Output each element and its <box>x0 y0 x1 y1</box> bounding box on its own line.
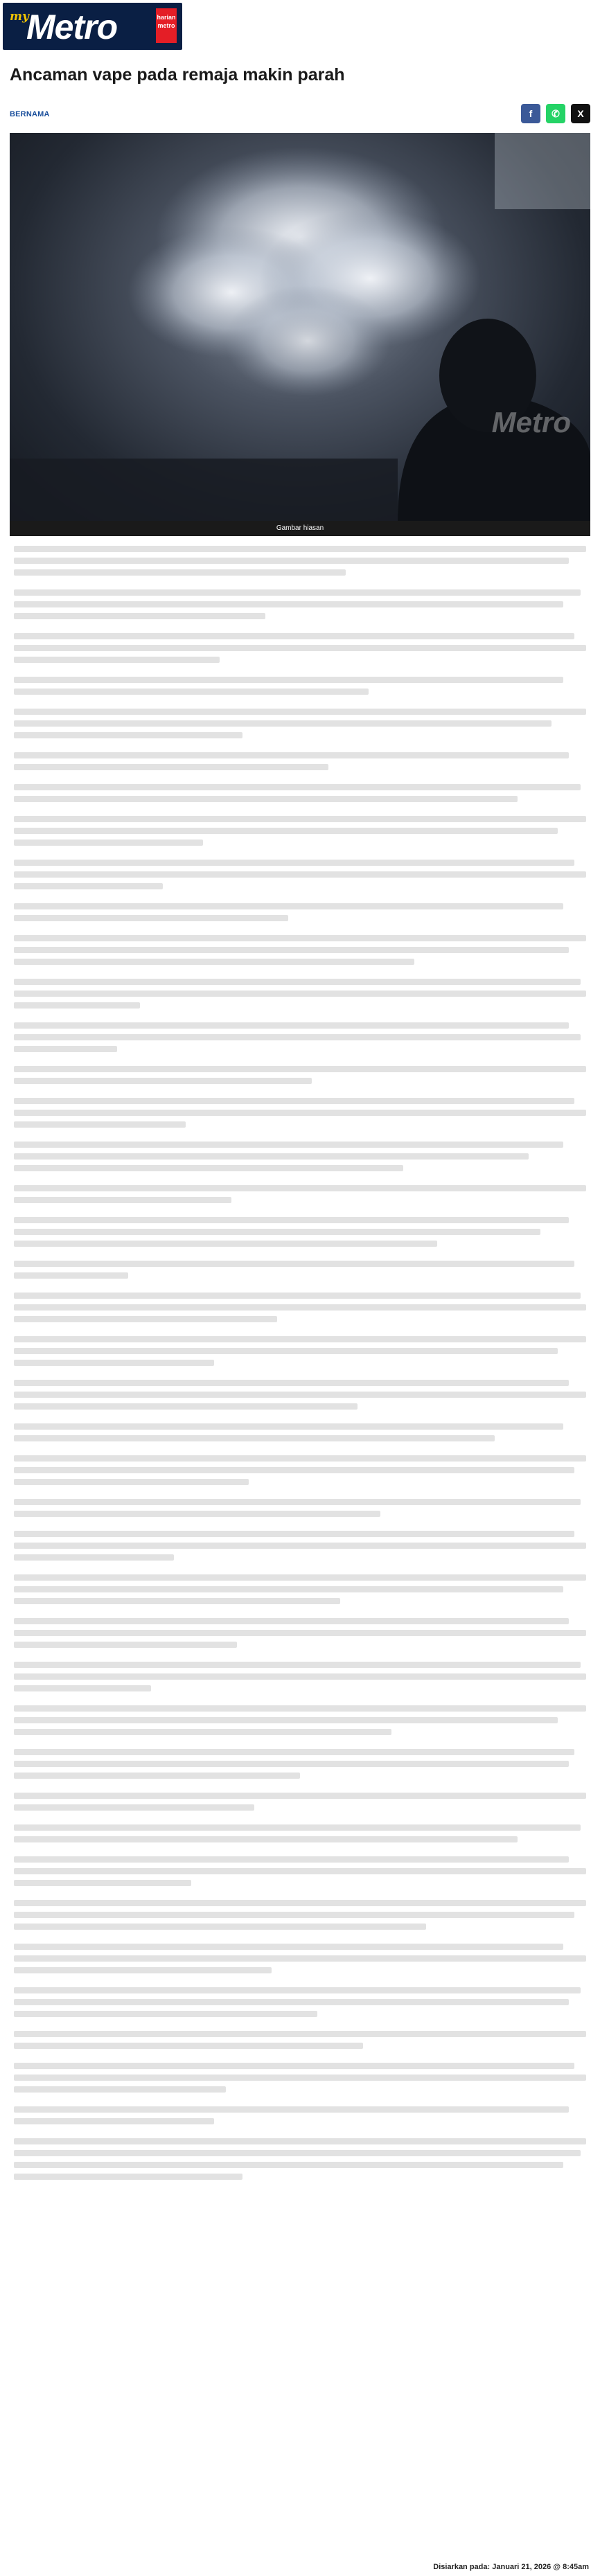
whatsapp-share-button[interactable] <box>546 104 565 123</box>
body-paragraph <box>14 1423 586 1441</box>
logo-wordmark: Metro <box>26 8 118 46</box>
facebook-share-button[interactable] <box>521 104 540 123</box>
article-meta <box>10 104 590 127</box>
body-paragraph <box>14 589 586 619</box>
share-bar <box>521 104 590 123</box>
body-paragraph <box>14 816 586 846</box>
publish-date <box>433 2563 589 2571</box>
body-paragraph <box>14 784 586 802</box>
body-paragraph <box>14 935 586 965</box>
publish-datetime: Januari 21, 2026 @ 8:45am <box>492 2563 589 2571</box>
masthead <box>0 0 600 55</box>
body-paragraph <box>14 1066 586 1084</box>
body-paragraph <box>14 2031 586 2049</box>
facebook-icon: f <box>529 108 533 119</box>
image-watermark: Metro <box>491 406 571 438</box>
body-paragraph <box>14 1793 586 1811</box>
body-paragraph <box>14 1455 586 1485</box>
body-paragraph <box>14 903 586 921</box>
body-paragraph <box>14 860 586 889</box>
body-paragraph <box>14 633 586 663</box>
article-body <box>14 546 586 2558</box>
article-headline: Ancaman vape pada remaja makin parah <box>10 65 345 85</box>
logo-badge: harian metro <box>156 8 177 43</box>
body-paragraph <box>14 1336 586 1366</box>
body-paragraph <box>14 546 586 576</box>
body-paragraph <box>14 1142 586 1171</box>
body-paragraph <box>14 1856 586 1886</box>
vape-smoke-illustration <box>10 133 590 521</box>
body-paragraph <box>14 1185 586 1203</box>
body-paragraph <box>14 1944 586 1973</box>
body-paragraph <box>14 1900 586 1930</box>
body-paragraph <box>14 1662 586 1691</box>
logo-prefix: my <box>10 10 29 24</box>
publish-label: Disiarkan pada: <box>433 2563 491 2571</box>
body-paragraph <box>14 1098 586 1128</box>
body-paragraph <box>14 752 586 770</box>
body-paragraph <box>14 1987 586 2017</box>
body-paragraph <box>14 1574 586 1604</box>
whatsapp-icon: ✆ <box>552 107 560 119</box>
x-icon: X <box>577 108 584 119</box>
hero-image <box>10 133 590 521</box>
body-paragraph <box>14 2063 586 2093</box>
body-paragraph <box>14 1749 586 1779</box>
x-share-button[interactable] <box>571 104 590 123</box>
body-paragraph <box>14 709 586 738</box>
body-paragraph <box>14 1380 586 1410</box>
site-logo[interactable] <box>3 3 182 50</box>
body-paragraph <box>14 1824 586 1842</box>
byline[interactable]: BERNAMA <box>10 110 50 118</box>
body-paragraph <box>14 1705 586 1735</box>
body-paragraph <box>14 677 586 695</box>
image-caption: Gambar hiasan <box>10 521 590 536</box>
body-paragraph <box>14 1217 586 1247</box>
body-paragraph <box>14 1293 586 1322</box>
body-paragraph <box>14 979 586 1009</box>
body-paragraph <box>14 1618 586 1648</box>
body-paragraph <box>14 1022 586 1052</box>
body-paragraph <box>14 1531 586 1561</box>
body-paragraph <box>14 1499 586 1517</box>
body-paragraph <box>14 2106 586 2124</box>
body-paragraph <box>14 2138 586 2180</box>
body-paragraph <box>14 1261 586 1279</box>
